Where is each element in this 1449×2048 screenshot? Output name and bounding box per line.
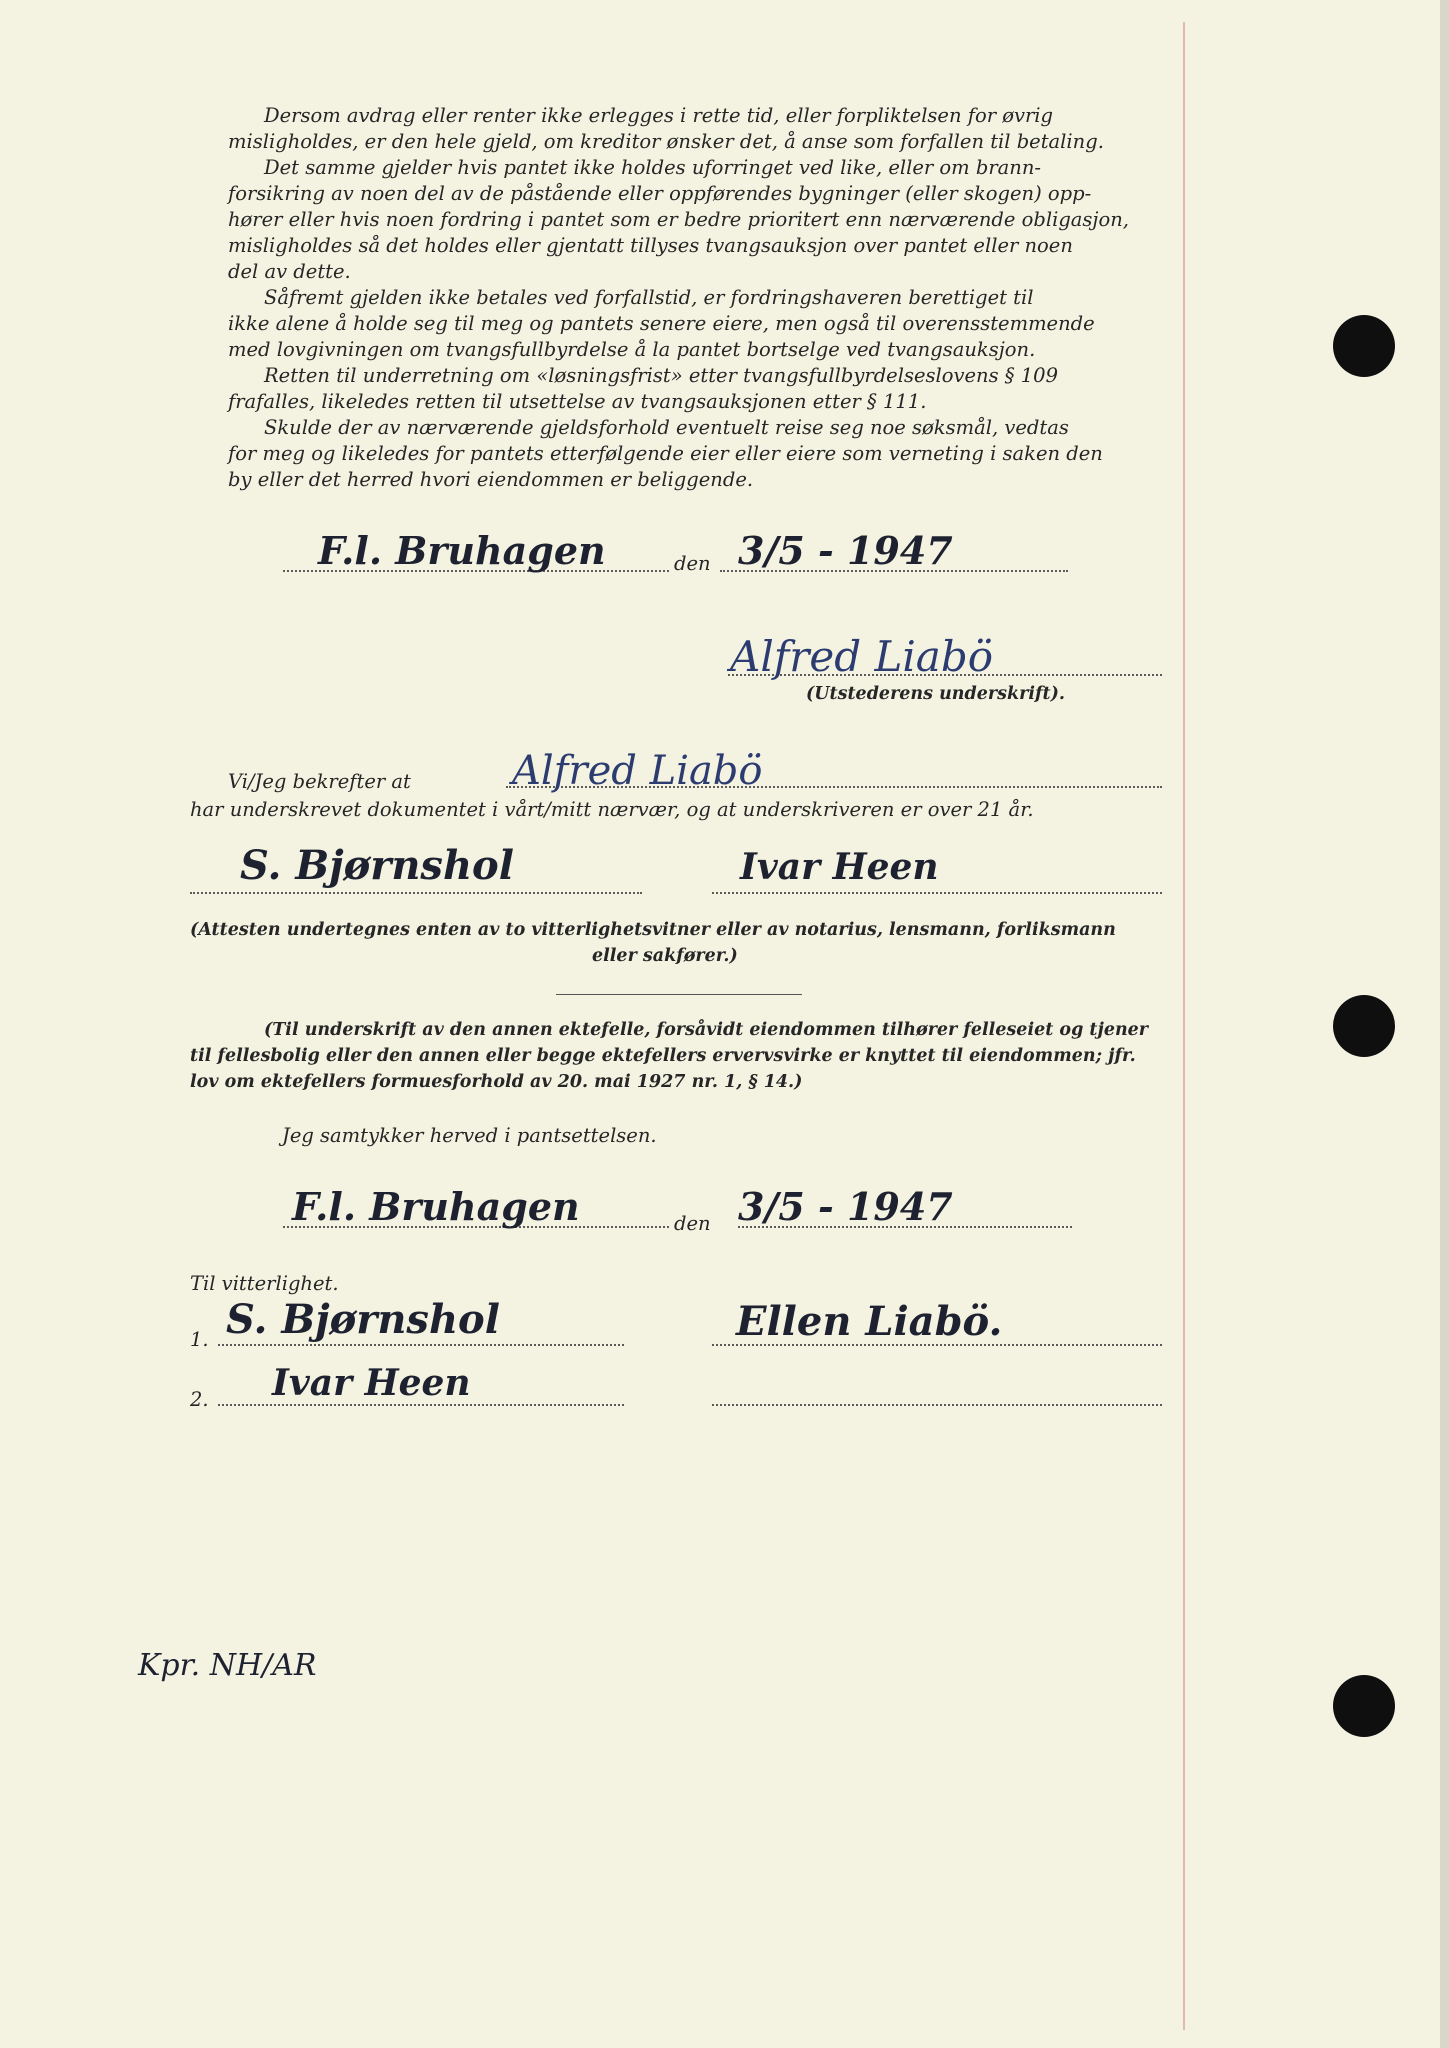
paragraph-line: Såfremt gjelden ikke betales ved forfallstid, er fordringshaveren berettiget til bbox=[264, 286, 1034, 309]
date-handwritten: 3/5 - 1947 bbox=[738, 528, 953, 573]
paragraph-line: Dersom avdrag eller renter ikke erlegges i rette tid, eller forpliktelsen for øvrig bbox=[264, 104, 1054, 127]
margin-rule bbox=[1183, 22, 1185, 2030]
section-divider bbox=[556, 994, 802, 995]
spouse-note-line: til fellesbolig eller den annen eller begge ektefellers ervervsvirke er knyttet til eiendommen; jfr. bbox=[190, 1046, 1136, 1066]
witness-signature-1: S. Bjørnshol bbox=[240, 842, 514, 889]
witness-line-1 bbox=[218, 1344, 624, 1346]
spouse-signature: Ellen Liabö. bbox=[736, 1298, 1003, 1345]
paragraph-line: misligholdes så det holdes eller gjentatt tillyses tvangsauksjon over pantet eller noen bbox=[228, 234, 1073, 257]
witness-number-1: 1. bbox=[190, 1328, 209, 1351]
paragraph-line: ikke alene å holde seg til meg og pantets senere eiere, men også til overensstemmende bbox=[228, 312, 1095, 335]
witness-line-2 bbox=[218, 1404, 624, 1406]
paragraph-line: forsikring av noen del av de påstående eller oppførendes bygninger (eller skogen) opp- bbox=[228, 182, 1092, 205]
witness-signature-2: Ivar Heen bbox=[272, 1362, 471, 1404]
attest-note-line: (Attesten undertegnes enten av to vitterlighetsvitner eller av notarius, lensmann, forliksmann bbox=[190, 920, 1116, 940]
spouse-note-line: lov om ektefellers formuesforhold av 20. mai 1927 nr. 1, § 14.) bbox=[190, 1072, 803, 1092]
witness-line-1 bbox=[190, 892, 642, 894]
witness-line-2 bbox=[712, 892, 1162, 894]
consent-text: Jeg samtykker herved i pantsettelsen. bbox=[282, 1124, 657, 1147]
place-handwritten: F.l. Bruhagen bbox=[292, 1184, 580, 1229]
witness-signature-2: Ivar Heen bbox=[740, 846, 939, 888]
confirm-line-2: har underskrevet dokumentet i vårt/mitt nærvær, og at underskriveren er over 21 år. bbox=[190, 798, 1034, 821]
punch-hole bbox=[1333, 315, 1395, 377]
den-label: den bbox=[674, 552, 711, 575]
paragraph-line: frafalles, likeledes retten til utsettelse av tvangsauksjonen etter § 111. bbox=[228, 390, 927, 413]
confirm-prefix: Vi/Jeg bekrefter at bbox=[228, 770, 411, 793]
footer-note: Kpr. NH/AR bbox=[138, 1648, 317, 1683]
date-handwritten: 3/5 - 1947 bbox=[738, 1184, 953, 1229]
witness-signature-1: S. Bjørnshol bbox=[226, 1296, 500, 1343]
den-label: den bbox=[674, 1212, 711, 1235]
spouse-note-line: (Til underskrift av den annen ektefelle, forsåvidt eiendommen tilhører felleseiet og tjener bbox=[264, 1020, 1149, 1040]
punch-hole bbox=[1333, 995, 1395, 1057]
issuer-signature: Alfred Liabö bbox=[730, 632, 994, 681]
witness-number-2: 2. bbox=[190, 1388, 209, 1411]
issuer-caption: (Utstederens underskrift). bbox=[806, 684, 1065, 704]
paragraph-line: Det samme gjelder hvis pantet ikke holdes uforringet ved like, eller om brann- bbox=[264, 156, 1041, 179]
paragraph-line: by eller det herred hvori eiendommen er beliggende. bbox=[228, 468, 754, 491]
place-handwritten: F.l. Bruhagen bbox=[318, 528, 606, 573]
attest-note-line: eller sakfører.) bbox=[592, 946, 738, 966]
paragraph-line: misligholdes, er den hele gjeld, om kreditor ønsker det, å anse som forfallen til betaling. bbox=[228, 130, 1104, 153]
paragraph-line: med lovgivningen om tvangsfullbyrdelse å la pantet bortselge ved tvangsauksjon. bbox=[228, 338, 1036, 361]
paragraph-line: hører eller hvis noen fordring i pantet som er bedre prioritert enn nærværende obligasjon, bbox=[228, 208, 1129, 231]
paragraph-line: del av dette. bbox=[228, 260, 351, 283]
paragraph-line: Skulde der av nærværende gjeldsforhold eventuelt reise seg noe søksmål, vedtas bbox=[264, 416, 1069, 439]
witness-label: Til vitterlighet. bbox=[190, 1272, 339, 1295]
paragraph-line: Retten til underretning om «løsningsfrist» etter tvangsfullbyrdelseslovens § 109 bbox=[264, 364, 1058, 387]
punch-hole bbox=[1333, 1675, 1395, 1737]
spouse-signature-line-2 bbox=[712, 1404, 1162, 1406]
paragraph-line: for meg og likeledes for pantets etterfølgende eier eller eiere som verneting i saken den bbox=[228, 442, 1103, 465]
confirm-name-handwritten: Alfred Liabö bbox=[512, 748, 763, 794]
